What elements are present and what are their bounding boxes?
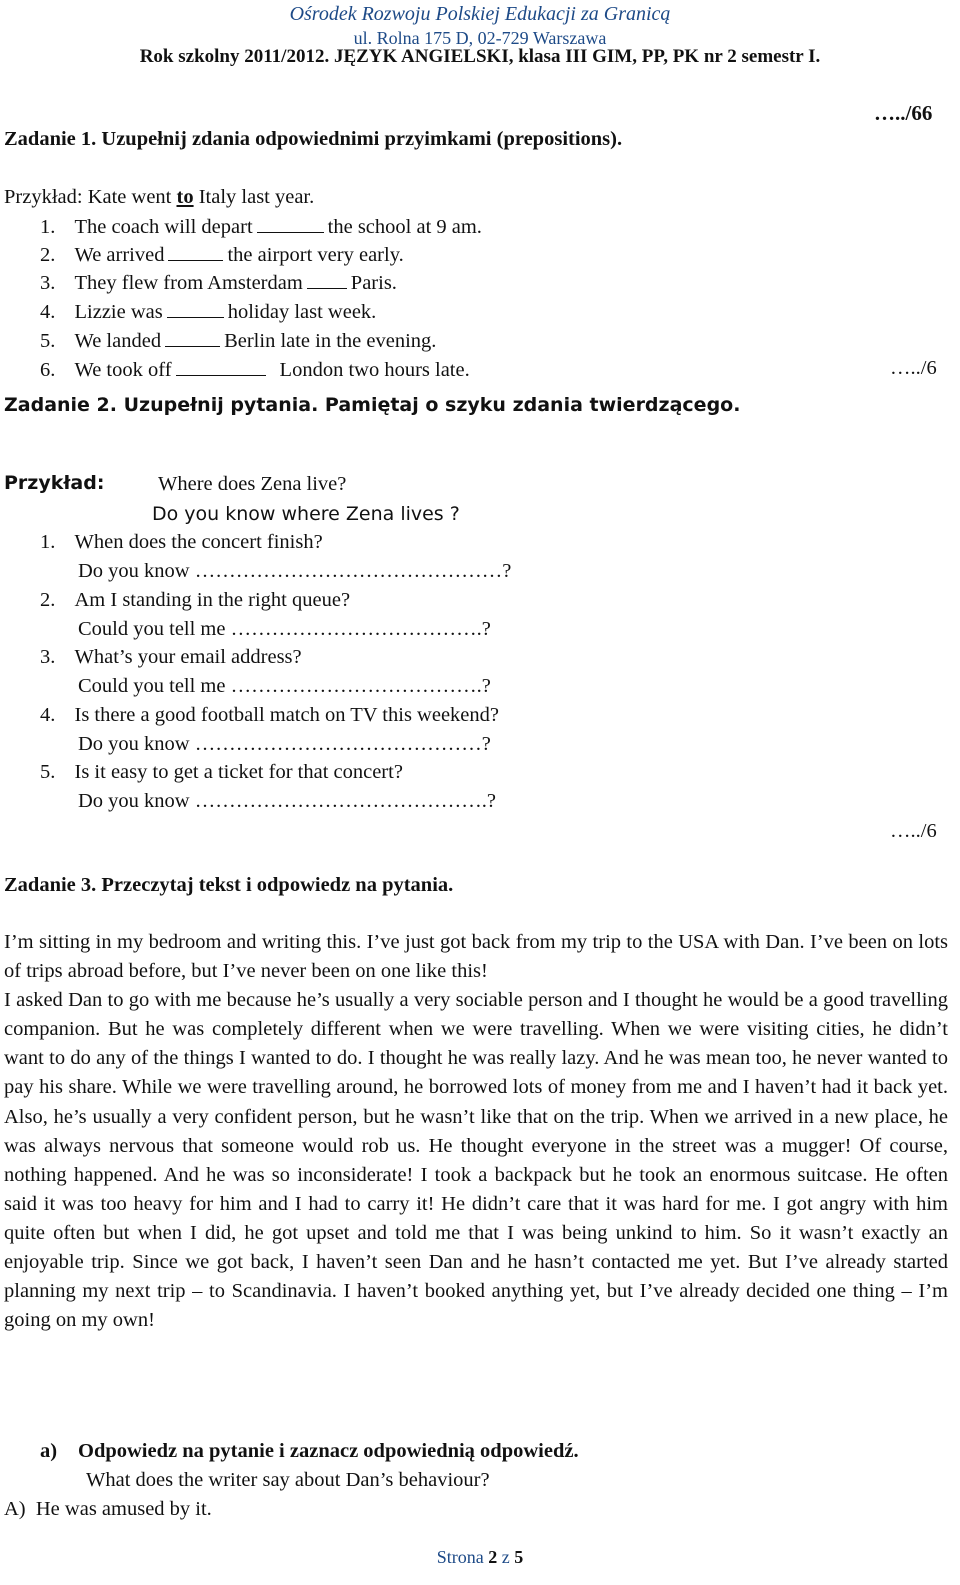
header-school-year: Rok szkolny 2011/2012. JĘZYK ANGIELSKI, klasa III GIM, PP, PK nr 2 semestr I. (139, 46, 821, 67)
total-score: …../66 (874, 101, 933, 125)
task2-answer-line[interactable]: Do you know …………………………………….? (78, 790, 496, 812)
item-text-before: The coach will depart (74, 216, 253, 238)
task3-title: Zadanie 3. Przeczytaj tekst i odpowiedz na pytania. (4, 874, 454, 896)
header-address: ul. Rolna 175 D, 02-729 Warszawa (353, 28, 607, 48)
item-text-before: We arrived (74, 244, 165, 266)
answer-blank[interactable] (168, 242, 223, 261)
task2-item (40, 704, 499, 727)
item-number: 1. (40, 531, 56, 553)
task1-item (40, 357, 470, 382)
item-number: 3. (40, 272, 56, 294)
item-number: 6. (40, 359, 56, 381)
item-number: 5. (40, 330, 56, 352)
item-number: 4. (40, 704, 56, 726)
task1-example (4, 186, 314, 209)
item-text-after: the airport very early. (227, 244, 404, 266)
item-text-before: We took off (74, 359, 172, 381)
task1-item (40, 299, 376, 324)
item-text-before: Lizzie was (74, 301, 163, 323)
answer-blank[interactable] (307, 270, 347, 289)
task1-item (40, 328, 436, 353)
answer-blank[interactable] (257, 214, 324, 233)
task2-example-label: Przykład: (4, 472, 105, 494)
item-number: 1. (40, 216, 56, 238)
answer-blank[interactable] (176, 357, 266, 376)
task1-title: Zadanie 1. Uzupełnij zdania odpowiednimi przyimkami (prepositions). (4, 128, 623, 150)
task2-example-answer: Do you know where Zena lives ? (152, 503, 460, 525)
answer-option-a[interactable]: A) He was amused by it. (4, 1498, 212, 1520)
item-question: Is there a good football match on TV this weekend? (74, 704, 500, 726)
item-text-before: We landed (74, 330, 162, 352)
task2-answer-line[interactable]: Do you know ……………………………………? (78, 733, 491, 755)
item-question: Is it easy to get a ticket for that concert? (74, 761, 403, 783)
task2-item (40, 589, 350, 612)
answer-blank[interactable] (167, 299, 224, 318)
item-text-after: London two hours late. (279, 359, 470, 381)
item-question: When does the concert finish? (74, 531, 323, 553)
reading-paragraph: I asked Dan to go with me because he’s usually a very sociable person and I thought he would be a good travelling companion. But he was completely different when we were travelling. When we were visiting cities, he didn’t want to do any of the things I wanted to do. I thought he was really lazy. And he was mean too, he never wanted to pay his share. While we were travelling around, he borrowed lots of money from me and I haven’t had it back yet. Also, he’s usually a very confident person, but he wasn’t like that on the trip. When we arrived in a new place, he was always nervous that someone would rob us. He thought everyone in the street was a mugger! Of course, nothing happened. And he was so inconsiderate! I took a backpack but he took an enormous suitcase. He often said it was too heavy for him and I had to carry it! He didn’t care that it was hard for me. I got angry with him quite often but when I did, he got upset and told me that I was being unkind to him. So it wasn’t exactly an enjoyable trip. Since we got back, I haven’t seen Dan and he hasn’t contacted me yet. But I’ve already started planning my next trip – to Scandinavia. I haven’t booked anything yet, but I’ve already decided one thing – I’m going on my own! (4, 989, 948, 1332)
item-text-after: holiday last week. (227, 301, 377, 323)
answer-blank[interactable] (165, 328, 220, 347)
item-question: What’s your email address? (74, 646, 302, 668)
item-text-after: the school at 9 am. (327, 216, 482, 238)
task2-answer-line[interactable]: Could you tell me ……………………………….? (78, 675, 491, 697)
task1-example-suffix: Italy last year. (193, 186, 315, 208)
footer-page-number: 2 (488, 1547, 498, 1567)
task2-item (40, 761, 403, 784)
reading-paragraph: I’m sitting in my bedroom and writing this. I’ve just got back from my trip to the USA with Dan. I’ve been on lots of trips abroad before, but I’ve never been on one like this! (4, 931, 948, 983)
item-text-after: Paris. (350, 272, 397, 294)
header-institution: Ośrodek Rozwoju Polskiej Edukacji za Granicą (289, 3, 671, 25)
item-number: 2. (40, 589, 56, 611)
footer-page-total: 5 (514, 1547, 524, 1567)
page-footer (0, 1547, 960, 1568)
reading-text (4, 928, 948, 1335)
footer-separator: z (497, 1547, 515, 1567)
task2-answer-line[interactable]: Could you tell me ……………………………….? (78, 618, 491, 640)
item-text-after: Berlin late in the evening. (224, 330, 437, 352)
item-question: Am I standing in the right queue? (74, 589, 351, 611)
task2-title: Zadanie 2. Uzupełnij pytania. Pamiętaj o szyku zdania twierdzącego. (4, 394, 741, 416)
task1-example-prefix: Przykład: Kate went (4, 186, 177, 208)
subtask-a-question: What does the writer say about Dan’s behaviour? (86, 1469, 490, 1491)
item-text-before: They flew from Amsterdam (74, 272, 303, 294)
task1-item (40, 242, 404, 267)
item-number: 3. (40, 646, 56, 668)
task1-example-word: to (176, 186, 194, 208)
task2-score: …../6 (890, 820, 937, 842)
task2-item (40, 531, 323, 554)
task1-item (40, 270, 397, 295)
task1-score: …../6 (890, 357, 937, 379)
item-number: 5. (40, 761, 56, 783)
task2-answer-line[interactable]: Do you know ………………………………………? (78, 560, 512, 582)
item-number: 4. (40, 301, 56, 323)
task2-item (40, 646, 302, 669)
task2-example-question: Where does Zena live? (158, 473, 347, 495)
task1-item (40, 214, 482, 239)
item-number: 2. (40, 244, 56, 266)
subtask-a-title: Odpowiedz na pytanie i zaznacz odpowiednią odpowiedź. (78, 1440, 579, 1462)
subtask-a-label: a) (40, 1440, 58, 1462)
footer-prefix: Strona (436, 1547, 489, 1567)
